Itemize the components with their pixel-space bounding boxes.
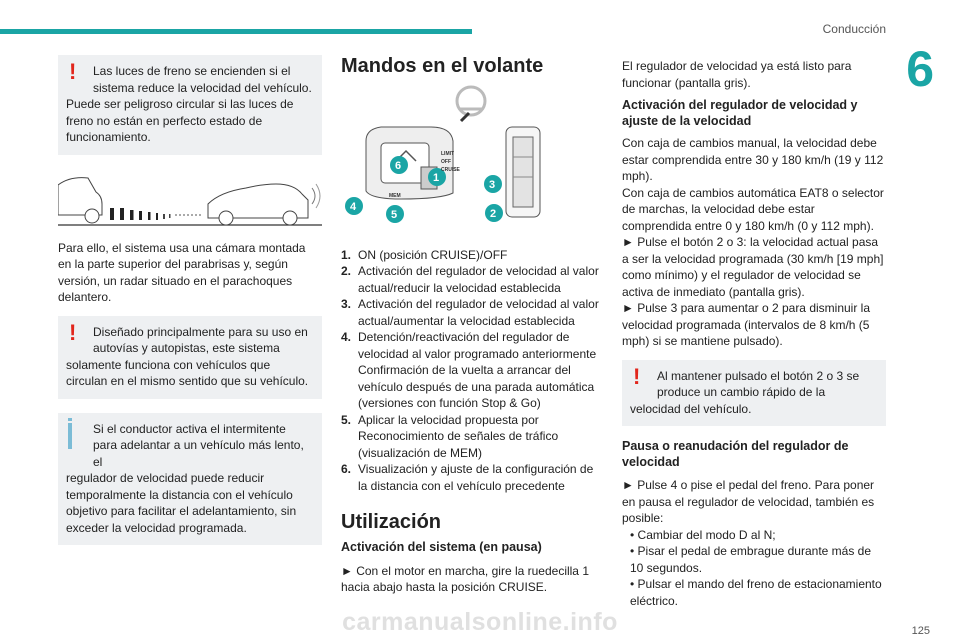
- list-item: 2. Activación del regulador de velocidad al valor actual/reducir la velocidad establecida: [341, 264, 599, 295]
- warning-first: Al mantener pulsado el botón 2 o 3 se: [657, 368, 860, 383]
- press-button-paragraph: ► Pulse el botón 2 o 3: la velocidad actual pasa a ser la velocidad programada (30 km/h [19 mph] como mínimo) y el regulador de velocidad se activa de inmediato (pantalla gris).: [622, 235, 884, 299]
- info-icon-bar: [68, 423, 72, 449]
- warning-first: Diseñado principalmente para su uso en autovías y autopistas, este sistema: [93, 324, 308, 355]
- list-item: 1. ON (posición CRUISE)/OFF: [341, 247, 508, 262]
- warning-rest: velocidad del vehículo.: [630, 401, 752, 416]
- label-off: OFF: [441, 158, 451, 165]
- label-3: 3: [489, 178, 496, 191]
- section-title: Conducción: [822, 22, 886, 36]
- camera-radar-paragraph: Para ello, el sistema usa una cámara montada en la parte superior del parabrisas y, según versión, un radar situado en el parachoques delantero.: [58, 240, 306, 304]
- camera-radar-illustration: [58, 170, 322, 226]
- label-limit: LIMIT: [441, 150, 455, 157]
- subheading-activation: Activación del sistema (en pausa): [341, 539, 542, 554]
- list-item: 6. Visualización y ajuste de la configuración de la distancia con el vehículo precedente: [341, 462, 594, 493]
- label-cruise: CRUISE: [441, 166, 460, 173]
- warning-box-rapid-change: [622, 360, 886, 427]
- warning-icon: !: [69, 59, 77, 84]
- subheading-activation-adjust: Activación del regulador de velocidad y ajuste de la velocidad: [622, 98, 858, 128]
- list-item: • Pulsar el mando del freno de estacionamiento eléctrico.: [630, 577, 882, 608]
- warning-rest: solamente funciona con vehículos que circulan en el mismo sentido que su vehículo.: [66, 357, 309, 388]
- info-icon: [68, 418, 72, 421]
- list-item: 5. Aplicar la velocidad propuesta por Reconocimiento de señales de tráfico (visualización de MEM): [341, 412, 559, 460]
- heading-usage: Utilización: [341, 511, 442, 533]
- activation-step: ► Con el motor en marcha, gire la ruedecilla 1 hacia abajo hasta la posición CRUISE.: [341, 563, 589, 594]
- list-item: 4. Detención/reactivación del regulador de velocidad al valor programado anteriormente Confirmación de la vuelta a arrancar del vehículo después de una parada automática (versiones con función Stop & Go): [341, 330, 597, 410]
- warning-icon: !: [633, 363, 641, 389]
- info-first: Si el conductor activa el intermitente para adelantar a un vehículo más lento, el: [93, 421, 304, 469]
- info-rest: regulador de velocidad puede reducir temporalmente la distancia con el vehículo objetivo para facilitar el adelantamiento, sin exceder la velocidad programada.: [66, 471, 297, 535]
- watermark: carmanualsonline.info: [342, 608, 618, 636]
- pause-paragraph: ► Pulse 4 o pise el pedal del freno. Para poner en pausa el regulador de velocidad, también es posible:: [622, 478, 875, 525]
- label-1: 1: [433, 171, 440, 184]
- label-2: 2: [490, 207, 497, 220]
- warning-box-motorway: [58, 316, 322, 399]
- list-item: • Cambiar del modo D al N;: [630, 527, 776, 542]
- info-box-overtaking: [58, 413, 322, 546]
- ready-paragraph: El regulador de velocidad ya está listo para funcionar (pantalla gris).: [622, 59, 852, 90]
- warning-line2: sistema reduce la velocidad del vehículo.: [93, 80, 312, 95]
- automatic-gearbox-paragraph: Con caja de cambios automática EAT8 o selector de marchas, la velocidad debe estar comprendida entre 0 y 180 km/h (0 y 112 mph).: [622, 185, 884, 233]
- middle-column: [341, 55, 603, 596]
- steering-controls-diagram: [341, 81, 603, 223]
- label-mem: MEM: [389, 192, 401, 199]
- heading-steering-controls: Mandos en el volante: [341, 55, 544, 77]
- warning-line1: Las luces de freno se encienden si el: [93, 64, 291, 78]
- chapter-number: 6: [906, 41, 934, 97]
- increase-decrease-paragraph: ► Pulse 3 para aumentar o 2 para disminuir la velocidad programada (intervalos de 8 km/h (5 mph) si se mantiene pulsado).: [622, 301, 871, 348]
- controls-list: [341, 247, 603, 495]
- manual-gearbox-paragraph: Con caja de cambios manual, la velocidad debe estar comprendida entre 30 y 180 km/h (19 y 112 mph).: [622, 136, 884, 183]
- list-item: 3. Activación del regulador de velocidad al valor actual/aumentar la velocidad establecida: [341, 297, 599, 328]
- warning-box-brake-lights: [58, 55, 322, 155]
- label-4: 4: [350, 200, 357, 213]
- page-number: 125: [911, 625, 930, 637]
- top-accent-bar: [0, 29, 472, 34]
- label-5: 5: [391, 208, 398, 221]
- subheading-pause-resume: Pausa o reanudación del regulador de velocidad: [622, 439, 849, 469]
- list-item: • Pisar el pedal de embrague durante más de 10 segundos.: [630, 544, 872, 575]
- right-column: [622, 58, 886, 609]
- warning-rest: Puede ser peligroso circular si las luces de freno no están en perfecto estado de funcionamiento.: [66, 97, 294, 144]
- warning-second: produce un cambio rápido de la: [657, 385, 826, 399]
- left-column: [58, 55, 322, 545]
- label-6: 6: [395, 159, 402, 172]
- warning-icon: !: [69, 319, 77, 345]
